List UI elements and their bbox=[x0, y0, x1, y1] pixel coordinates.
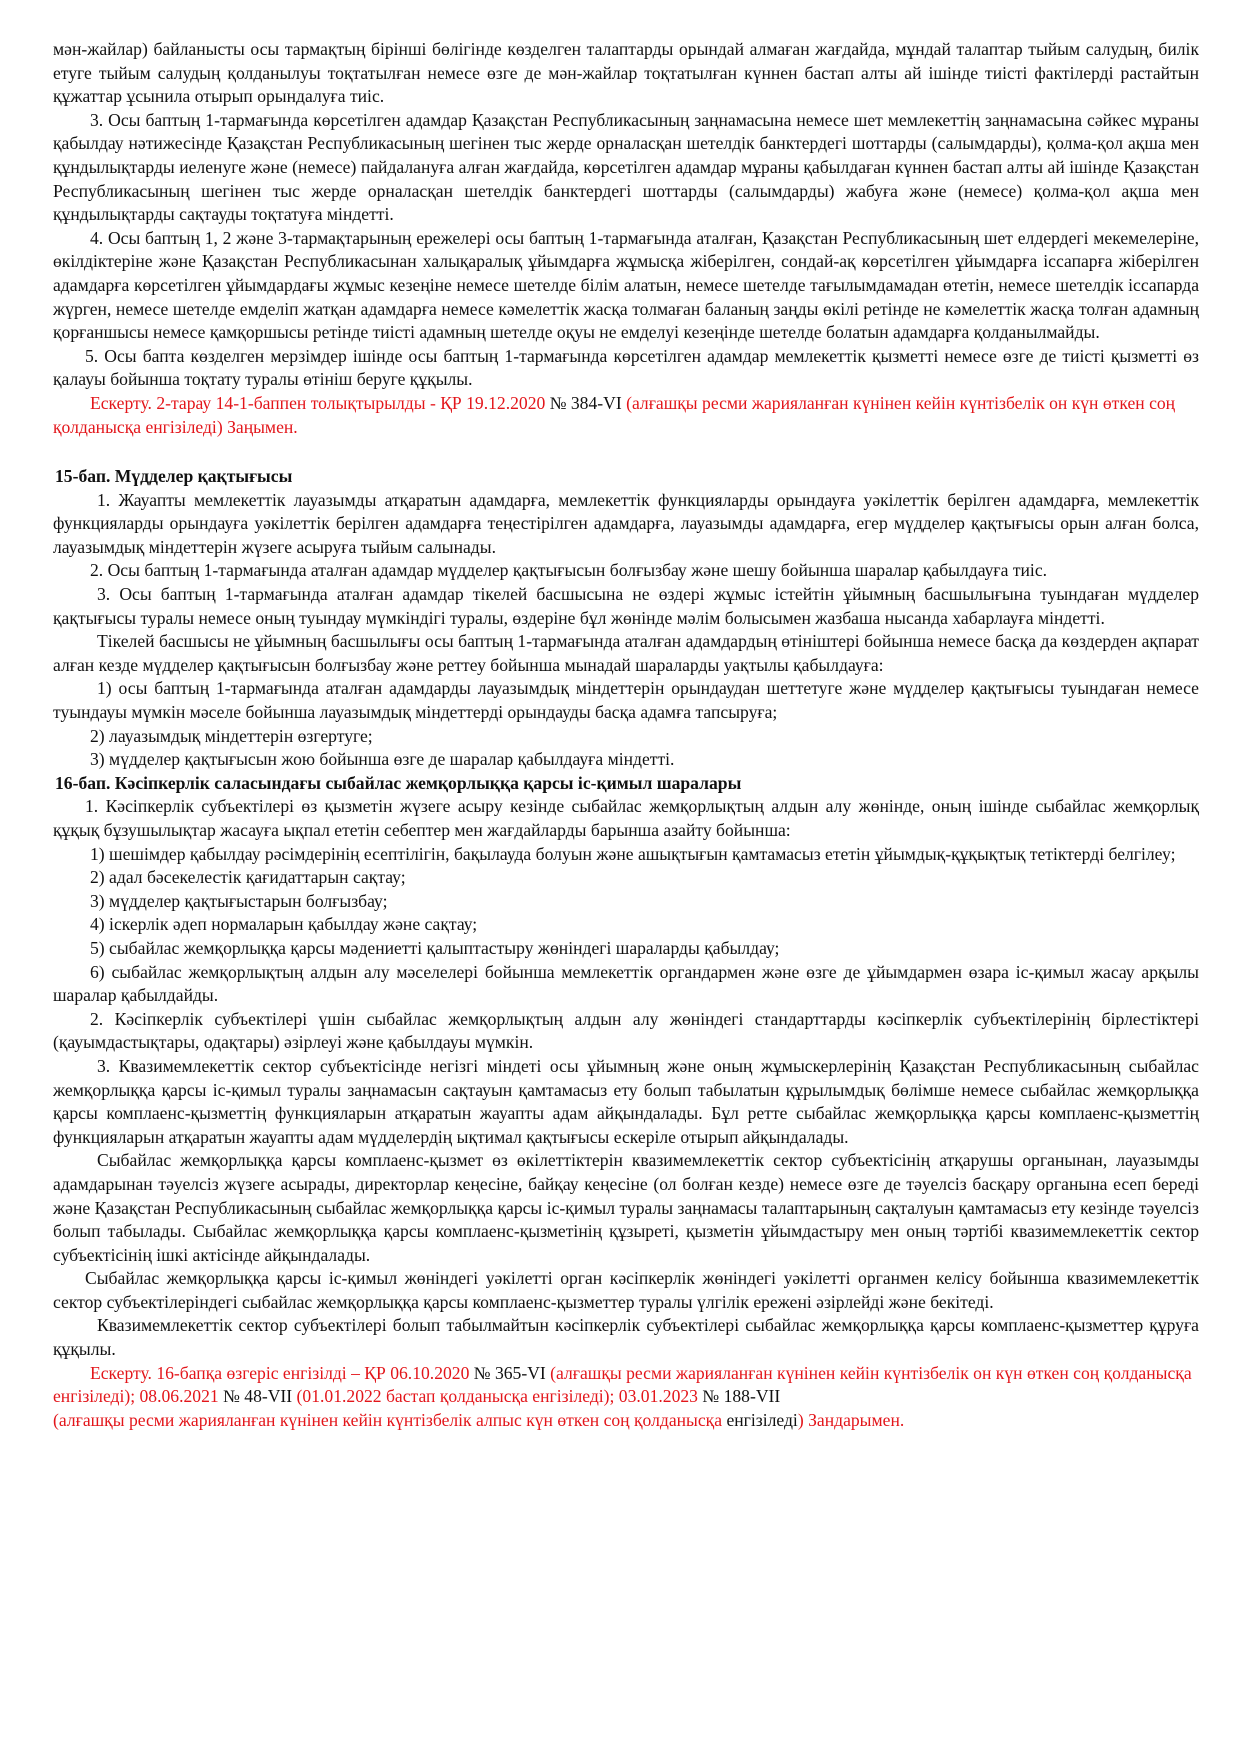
art15-paragraph-3: 3. Осы баптың 1-тармағында аталған адамдар тікелей басшысына не өздері жұмыс істейтін ұйымның басшылығына туындаған мүдделер қақтығысы туралы немесе оның туындау мүмкіндігі туралы, өздеріне бұл жөнінде мәлім болысымен жазбаша нысанда хабарлауға міндетті. bbox=[53, 584, 1199, 628]
note-text: ) Зандарымен. bbox=[797, 1409, 905, 1430]
art15-paragraph-4: Тікелей басшысы не ұйымның басшылығы осы баптың 1-тармағында аталған адамдардың өтініштері бойынша немесе басқа да көздерден ақпарат алған кезде мүдделер қақтығысын болғызбау және реттеу бойынша мынадай шараларды уақтылы қабылдауға: bbox=[53, 631, 1199, 675]
note-text: (алғашқы ресми жарияланған күнінен кейін күнтізбелік он күн өткен соң қолданысқа енгізіледі); 08.06.2021 bbox=[53, 1362, 1192, 1407]
art16-list-item: 4) іскерлік әдеп нормаларын қабылдау және сақтау; bbox=[90, 914, 478, 935]
art16-paragraph-1: 1. Кәсіпкерлік субъектілері өз қызметін жүзеге асыру кезінде сыбайлас жемқорлықтың алдын алу жөнінде, оның ішінде сыбайлас жемқорлық құқық бұзушылықтар жасауға ықпал ететін себептер мен жағдайларды барынша азайту бойынша: bbox=[53, 796, 1199, 840]
art15-list-item: 3) мүдделер қақтығысын жою бойынша өзге де шаралар қабылдауға міндетті. bbox=[90, 749, 675, 770]
art16-list-item: 1) шешімдер қабылдау рәсімдерінің есептілігін, бақылауда болуын және ашықтығын қамтамасыз ететін ұйымдық-құқықтық тетіктерді белгілеу; bbox=[90, 843, 1176, 864]
art14-1-paragraph-5: 5. Осы бапта көзделген мерзімдер ішінде осы баптың 1-тармағында көрсетілген адамдар мемлекеттік қызметті немесе өзге де тиісті қызметті өз қалауы бойынша тоқтату туралы өтініш беруге құқылы. bbox=[53, 345, 1199, 390]
note-text-black: енгізіледі bbox=[726, 1409, 798, 1430]
document-page bbox=[53, 38, 1199, 1432]
note-text: Ескерту. 16-бапқа өзгеріс енгізілді – ҚР 06.10.2020 bbox=[90, 1362, 474, 1383]
art14-1-amendment-note bbox=[53, 392, 1199, 439]
art16-list-item: 2) адал бәсекелестік қағидаттарын сақтау; bbox=[90, 867, 406, 888]
law-number-link[interactable]: № 365-VI bbox=[473, 1362, 546, 1383]
article-16-heading: 16-бап. Кәсіпкерлік саласындағы сыбайлас жемқорлыққа қарсы іс-қимыл шаралары bbox=[55, 772, 742, 793]
art14-1-paragraph-3: 3. Осы баптың 1-тармағында көрсетілген адамдар Қазақстан Республикасының заңнамасына немесе шет мемлекеттің заңнамасына сәйкес мұраны қабылдау нәтижесінде Қазақстан Республикасының шегінен тыс жерде орналасқан шетелдік банктердегі шоттарды (салымдарды), қолма-қол ақша мен құндылықтарды иеленуге және (немесе) пайдалануға алған жағдайда, көрсетілген адамдар мұраны қабылдаған күннен бастап алты ай ішінде Қазақстан Республикасының шегінен тыс жерде орналасқан шетелдік банктердегі шоттарды (салымдарды) жабуға және (немесе) қолма-қол ақша мен құндылықтарды сақтауды тоқтатуға міндетті. bbox=[53, 109, 1199, 225]
paragraph-continuation: мән-жайлар) байланысты осы тармақтың бірінші бөлігінде көзделген талаптарды орындай алмаған жағдайда, мұндай талаптар тыйым салудың, билік етуге тыйым салудың қолданылуы тоқтатылған немесе өзге де мән-жайлар тоқтатылған күннен бастап алты ай ішінде тиісті фактілерді растайтын құжаттар ұсынила отырып орындалуға тиіс. bbox=[53, 39, 1199, 107]
art16-list-item: 5) сыбайлас жемқорлыққа қарсы мәдениетті қалыптастыру жөніндегі шараларды қабылдау; bbox=[90, 937, 780, 958]
law-number-link[interactable]: № 384-VI bbox=[549, 392, 622, 413]
art16-list-item: 6) сыбайлас жемқорлықтың алдын алу мәселелері бойынша мемлекеттік органдармен және өзге де ұйымдармен өзара іс-қимыл жасау арқылы шаралар қабылдайды. bbox=[53, 961, 1199, 1006]
art16-paragraph-3: 3. Квазимемлекеттік сектор субъектісінде негізгі міндеті осы ұйымның және оның жұмыскерлерінің Қазақстан Республикасының сыбайлас жемқорлыққа қарсы іс-қимыл туралы заңнамасын сақтауын қамтамасыз ету болып табылатын құрылымдық бөлімше немесе сыбайлас жемқорлыққа қарсы комплаенс-қызметтің функцияларын атқаратын жауапты адам айқындалады. Бұл ретте сыбайлас жемқорлыққа қарсы комплаенс-қызметтің функцияларын атқаратын жауапты адам мүдделердің ықтимал қақтығысы ескеріле отырып айқындалады. bbox=[53, 1055, 1199, 1147]
art15-paragraph-1: 1. Жауапты мемлекеттік лауазымды атқаратын адамдарға, мемлекеттік функцияларды орындауға уәкілеттік берілген адамдарға, мемлекеттік функцияларды орындауға уәкілеттік берілген адамдарға теңестірілген адамдарға, лауазымды адамдарға, егер мүдделер қақтығысы орын алған болса, лауазымдық міндеттерін жүзеге асыруға тыйым салынады. bbox=[53, 489, 1199, 557]
law-number-link[interactable]: № 48-VII bbox=[223, 1386, 293, 1407]
art16-list-item: 3) мүдделер қақтығыстарын болғызбау; bbox=[90, 890, 388, 911]
note-text: (алғашқы ресми жарияланған күнінен кейін күнтізбелік алпыс күн өткен соң қолданысқа bbox=[53, 1409, 727, 1430]
note-text: Ескерту. 2-тарау 14-1-баппен толықтырылды - ҚР 19.12.2020 bbox=[90, 392, 550, 413]
note-text: (алғашқы ресми жарияланған күнінен кейін күнтізбелік он күн өткен соң қолданысқа енгізіледі) Заңымен. bbox=[53, 392, 1176, 437]
art14-1-paragraph-4: 4. Осы баптың 1, 2 және 3-тармақтарының ережелері осы баптың 1-тармағында аталған, Қазақстан Республикасының шет елдердегі мекемелеріне, өкілдіктеріне және Қазақстан Республикасынан халықаралық ұйымдарға жұмысқа жіберілген, сондай-ақ көрсетілген ұйымдарға іссапарға жіберілген адамдарға көрсетілген ұйымдардағы жұмыс кезеңіне немесе шетелде білім алатын, немесе шетелде тағылымдамадан өтетін, немесе шетелдік іссапарда жүрген, немесе шетелде емделіп жатқан адамдарға немесе кәмелеттік жасқа толмаған баланың заңды өкілі ретінде не кәмелеттік жасқа толған адамның қорғаншысы немесе қамқоршысы ретінде тиісті адамның шетелде оқуы не емделуі кезеңінде шетелде болатын адамдарға қолданылмайды. bbox=[53, 227, 1199, 343]
note-text: (01.01.2022 бастап қолданысқа енгізіледі); 03.01.2023 bbox=[292, 1386, 703, 1407]
art16-amendment-note bbox=[53, 1362, 1199, 1433]
art16-paragraph-2: 2. Кәсіпкерлік субъектілері үшін сыбайлас жемқорлықтың алдын алу жөніндегі стандарттарды кәсіпкерлік субъектілерінің бірлестіктері (қауымдастықтары, одақтары) әзірлеуі және қабылдауы мүмкін. bbox=[53, 1008, 1199, 1053]
law-number-link[interactable]: № 188-VII bbox=[702, 1386, 781, 1407]
art16-paragraph-5: Сыбайлас жемқорлыққа қарсы іс-қимыл жөніндегі уәкілетті орган кәсіпкерлік жөніндегі уәкілетті органмен келісу бойынша квазимемлекеттік сектор субъектілеріндегі сыбайлас жемқорлыққа қарсы комплаенс-қызметтер туралы үлгілік ережені әзірлейді және бекітеді. bbox=[53, 1268, 1199, 1312]
art16-paragraph-4: Сыбайлас жемқорлыққа қарсы комплаенс-қызмет өз өкілеттіктерін квазимемлекеттік сектор субъектісінің атқарушы органынан, лауазымды адамдарынан тәуелсіз жүзеге асырады, директорлар кеңесіне, байқау кеңесіне (ол болған кезде) немесе өзге де тәуелсіз басқару органына есеп береді және Қазақстан Республикасының сыбайлас жемқорлыққа қарсы іс-қимыл туралы заңнамасы талаптарының сақталуын қамтамасыз ету кезінде тәуелсіз болып табылады. Сыбайлас жемқорлыққа қарсы комплаенс-қызметінің құзыреті, қызметін ұйымдастыру мен оның тәртібі квазимемлекеттік сектор субъектісінің ішкі актісінде айқындалады. bbox=[53, 1150, 1199, 1265]
art15-list-item: 2) лауазымдық міндеттерін өзгертуге; bbox=[90, 725, 373, 746]
art15-list-item: 1) осы баптың 1-тармағында аталған адамдарды лауазымдық міндеттерін орындаудан шеттетуге және мүдделер қақтығысы туындаған немесе туындауы мүмкін мәселе бойынша лауазымдық міндеттерді орындауды басқа адамға тапсыруға; bbox=[53, 678, 1199, 723]
spacer bbox=[53, 439, 1199, 465]
art16-paragraph-6: Квазимемлекеттік сектор субъектілері болып табылмайтын кәсіпкерлік субъектілері сыбайлас жемқорлыққа қарсы комплаенс-қызметтер құруға құқылы. bbox=[53, 1315, 1199, 1360]
article-15-heading: 15-бап. Мүдделер қақтығысы bbox=[55, 466, 293, 487]
art15-paragraph-2: 2. Осы баптың 1-тармағында аталған адамдар мүдделер қақтығысын болғызбау және шешу бойынша шаралар қабылдауға тиіс. bbox=[90, 560, 1048, 581]
